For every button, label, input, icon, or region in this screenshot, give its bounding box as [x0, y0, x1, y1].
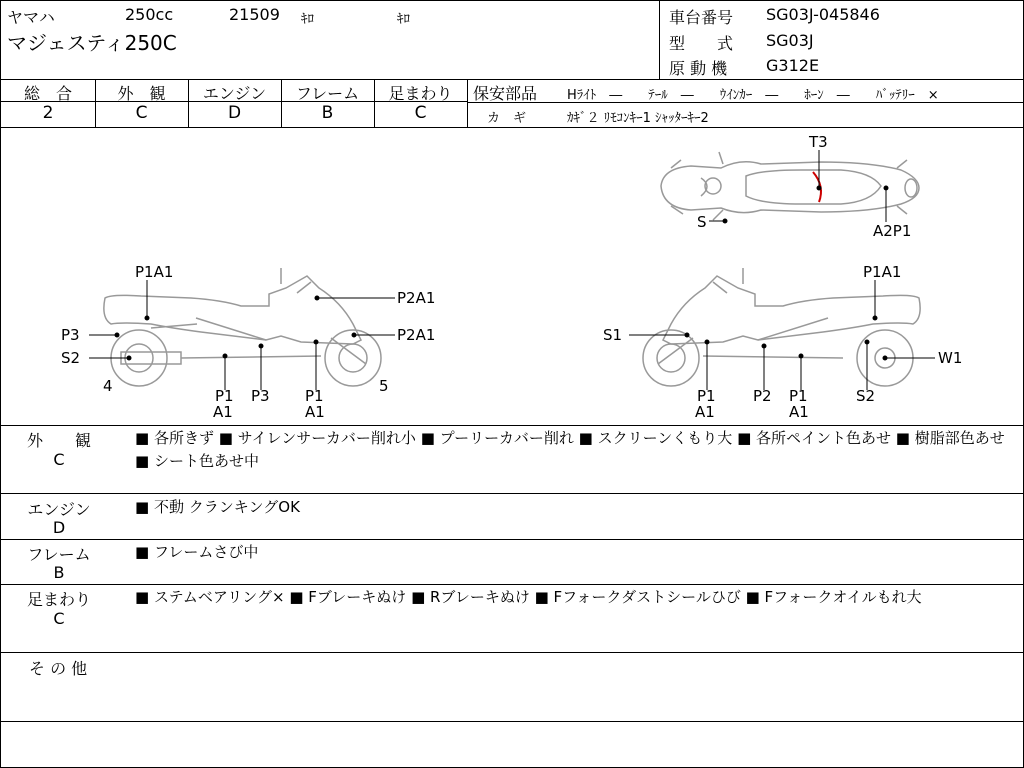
model-type-value: SG03J — [766, 31, 814, 50]
model-name: マジェスティ250C — [7, 31, 177, 55]
label-right-s2: S2 — [856, 387, 876, 405]
displacement: 250cc — [125, 5, 174, 24]
label-right-p1a1: P1A1 — [863, 263, 902, 281]
comment-exterior-grade: C — [53, 450, 65, 469]
maker-name: ヤマハ — [7, 8, 55, 27]
comment-engine-label: エンジン — [27, 500, 91, 519]
frame-number-value: SG03J-045846 — [766, 5, 880, 24]
grade-engine-label: エンジン — [202, 84, 267, 103]
label-left-p3-bottom: P3 — [251, 387, 270, 405]
label-s-top: S — [697, 213, 707, 231]
label-right-s1: S1 — [603, 326, 623, 344]
label-left-4: 4 — [103, 377, 113, 395]
mileage-unit: ｷﾛ — [301, 12, 314, 27]
label-left-a1-b: A1 — [305, 403, 325, 421]
comment-suspension-text: ■ ステムベアリング× ■ Fブレーキぬけ ■ Rブレーキぬけ ■ Fフォークダストシールひび ■ Fフォークオイルもれ大 — [135, 588, 922, 606]
label-left-5: 5 — [379, 377, 389, 395]
header-bottom-line — [1, 79, 1023, 80]
safety-parts-label: 保安部品 — [473, 84, 538, 103]
comment-engine-grade: D — [52, 518, 66, 537]
label-left-p2a1-a: P2A1 — [397, 289, 436, 307]
grade-divider — [467, 79, 468, 127]
label-right-a1-b: A1 — [789, 403, 809, 421]
grade-suspension-value: C — [414, 103, 427, 123]
comment-divider — [1, 539, 1023, 540]
header-divider — [659, 1, 660, 79]
engine-type-value: G312E — [766, 56, 820, 75]
label-left-s2: S2 — [61, 349, 81, 367]
key-label: カ ギ — [487, 111, 527, 126]
label-left-a1: A1 — [213, 403, 233, 421]
label-right-p1: P1 — [697, 387, 716, 405]
grade-suspension-label: 足まわり — [388, 84, 453, 103]
comment-other-label: そ の 他 — [29, 659, 88, 678]
mileage: 21509 — [229, 5, 280, 24]
label-left-p1-b: P1 — [305, 387, 324, 405]
label-right-w1: W1 — [938, 349, 963, 367]
label-right-p1-b: P1 — [789, 387, 808, 405]
comment-divider — [1, 652, 1023, 653]
label-right-p2: P2 — [753, 387, 772, 405]
comment-divider — [1, 493, 1023, 494]
label-left-p3: P3 — [61, 326, 80, 344]
callout-lines — [89, 150, 935, 390]
frame-number-label: 車台番号 — [669, 8, 734, 27]
grade-engine-value: D — [227, 103, 242, 123]
label-left-p2a1-b: P2A1 — [397, 326, 436, 344]
label-t3: T3 — [809, 133, 828, 151]
comment-engine-text: ■ 不動 クランキングOK — [135, 498, 300, 516]
label-a2p1: A2P1 — [873, 222, 912, 240]
comment-frame-grade: B — [53, 563, 65, 582]
safety-parts-items: Hﾗｲﾄ ― ﾃｰﾙ ― ｳｲﾝｶｰ ― ﾎｰﾝ ― ﾊﾞｯﾃﾘｰ × — [567, 88, 939, 103]
scooter-right-view — [643, 268, 920, 386]
grade-frame-value: B — [321, 103, 334, 123]
label-right-a1: A1 — [695, 403, 715, 421]
comment-exterior-text: ■ 各所きず ■ サイレンサーカバー削れ小 ■ プーリーカバー削れ ■ スクリーンくもり大 ■ 各所ペイント色あせ ■ 樹脂部色あせ ■ シート色あせ中 — [135, 429, 1005, 470]
grade-overall-label: 総 合 — [23, 84, 72, 103]
grade-overall-value: 2 — [42, 103, 54, 123]
comment-exterior-label: 外 観 — [26, 431, 91, 450]
comment-suspension-label: 足まわり — [26, 590, 91, 609]
key-items: ｶｷﾞ２ ﾘﾓｺﾝｷｰ1 ｼｬｯﾀｰｷｰ2 — [567, 111, 709, 126]
scooter-top-view — [661, 152, 919, 220]
comment-divider — [1, 584, 1023, 585]
scooter-left-view — [104, 268, 381, 386]
comment-frame-label: フレーム — [27, 545, 91, 564]
engine-type-label: 原 動 機 — [669, 59, 728, 78]
comments-top-line — [1, 425, 1023, 426]
comment-suspension-grade: C — [53, 609, 65, 628]
grade-exterior-value: C — [135, 103, 148, 123]
grade-frame-label: フレーム — [295, 84, 360, 103]
grade-exterior-label: 外 観 — [117, 84, 166, 103]
label-left-p1a1: P1A1 — [135, 263, 174, 281]
comment-divider — [1, 721, 1023, 722]
model-type-label: 型 式 — [669, 34, 734, 53]
mileage-unit-2: ｷﾛ — [397, 12, 410, 27]
comment-frame-text: ■ フレームさび中 — [135, 543, 259, 561]
label-left-p1: P1 — [215, 387, 234, 405]
